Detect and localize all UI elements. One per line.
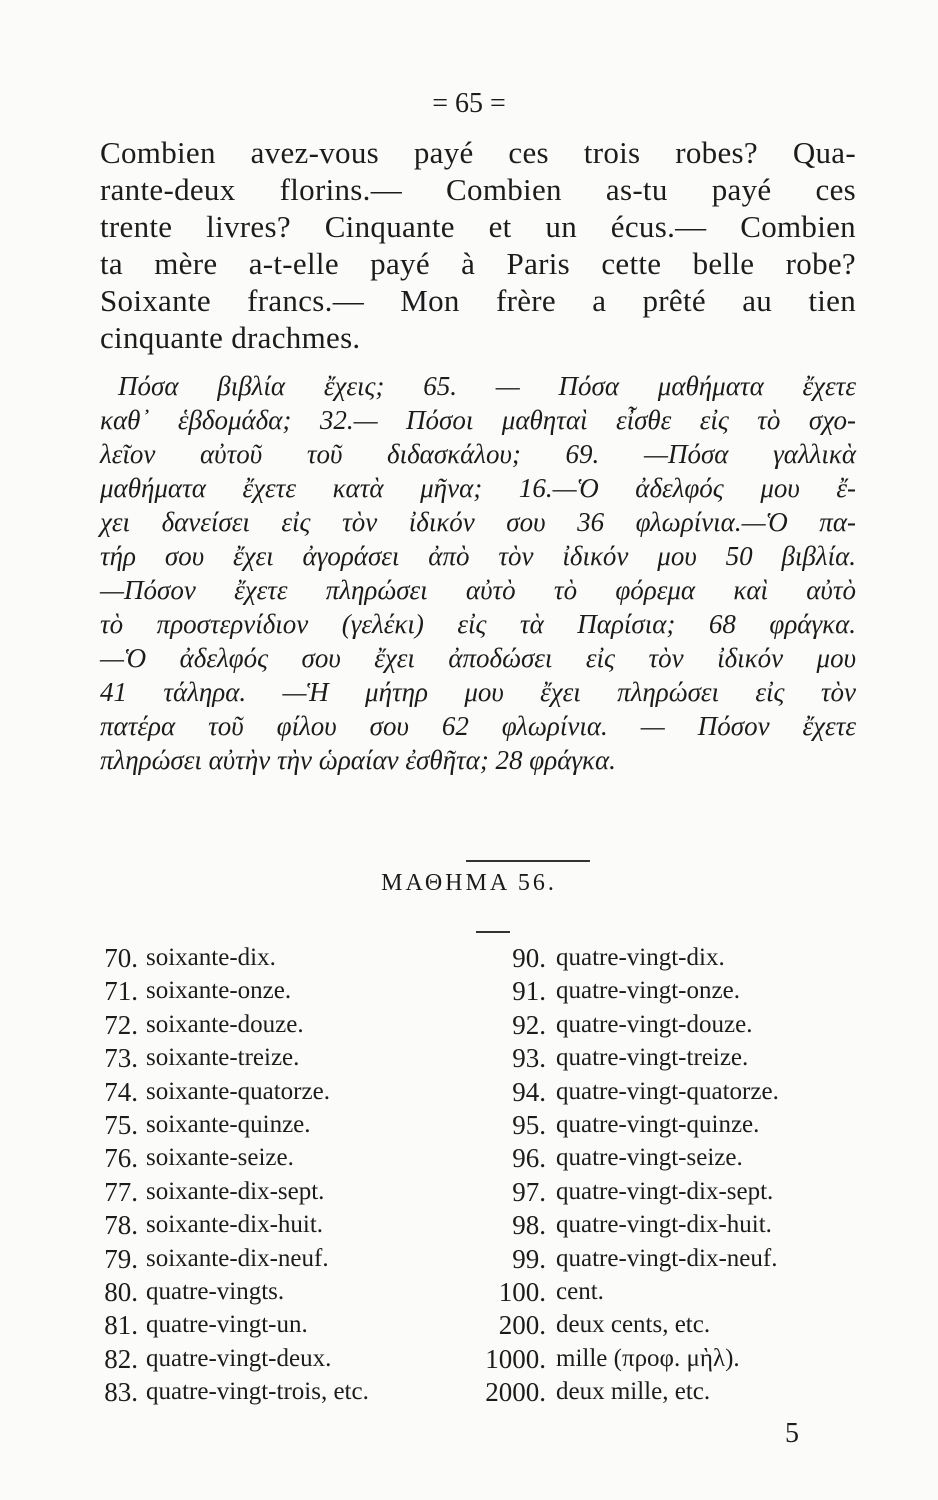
number-row [469, 1210, 938, 1242]
number-row [0, 1077, 469, 1109]
number-row [0, 1344, 469, 1376]
numeral: 200. [498, 1310, 546, 1341]
text-line: μαθήματα ἔχετε κατὰ μῆνα; 16.—Ὁ ἀδελφός μου ἔ- [100, 473, 856, 503]
number-word: quatre-vingt-dix-huit. [556, 1211, 772, 1239]
number-row [0, 1177, 469, 1209]
number-row [469, 1344, 938, 1376]
text-line: χει δανείσει εἰς τὸν ἰδικόν σου 36 φλωρίνια.—Ὁ πα- [100, 507, 856, 537]
text-line: 41 τάληρα. —Ἡ μήτηρ μου ἔχει πληρώσει εἰς τὸν [100, 677, 856, 707]
numeral: 74. [104, 1076, 138, 1107]
number-word: quatre-vingt-seize. [556, 1144, 743, 1172]
text-line: πληρώσει αὐτὴν τὴν ὡραίαν ἐσθῆτα; 28 φράγκα. [100, 745, 616, 775]
number-word: quatre-vingt-treize. [556, 1044, 749, 1072]
numeral: 97. [512, 1176, 546, 1207]
numeral: 83. [104, 1377, 138, 1408]
numeral: 71. [104, 976, 138, 1007]
number-word: quatre-vingt-dix. [556, 944, 725, 971]
number-row [0, 1244, 469, 1276]
number-word: quatre-vingt-douze. [556, 1010, 753, 1038]
number-row [0, 1043, 469, 1075]
number-row [469, 1310, 938, 1342]
number-word: quatre-vingt-trois, etc. [146, 1378, 369, 1406]
number-row [0, 1277, 469, 1309]
number-word: quatre-vingt-dix-neuf. [556, 1244, 778, 1272]
number-word: quatre-vingt-un. [146, 1311, 308, 1339]
numeral: 78. [104, 1210, 138, 1241]
number-row [0, 1110, 469, 1142]
number-row [469, 1277, 938, 1309]
text-line: Soixante francs.— Mon frère a prêté au tien [100, 283, 856, 318]
number-row [469, 1143, 938, 1175]
numeral: 70. [104, 943, 138, 973]
number-row [469, 1077, 938, 1109]
number-row [469, 1377, 938, 1409]
number-word: deux cents, etc. [556, 1311, 711, 1339]
number-row [469, 976, 938, 1008]
numeral: 79. [104, 1243, 138, 1274]
numeral: 91. [512, 976, 546, 1007]
numeral: 73. [104, 1043, 138, 1074]
number-word: quatre-vingts. [146, 1278, 285, 1305]
number-word: deux mille, etc. [556, 1378, 711, 1406]
text-line: τήρ σου ἔχει ἀγοράσει ἀπὸ τὸν ἰδικόν μου 50 βιβλία. [100, 541, 856, 571]
number-word: soixante-dix-sept. [146, 1177, 325, 1205]
number-row [0, 1010, 469, 1042]
numeral: 82. [104, 1343, 138, 1374]
number-row [469, 1043, 938, 1075]
number-word: soixante-onze. [146, 977, 292, 1005]
number-word: quatre-vingt-onze. [556, 977, 740, 1005]
numeral: 76. [104, 1143, 138, 1174]
numeral: 77. [104, 1176, 138, 1207]
numeral: 93. [512, 1043, 546, 1074]
number-word: soixante-treize. [146, 1044, 300, 1072]
text-line: —Ὁ ἀδελφός σου ἔχει ἀποδώσει εἰς τὸν ἰδικόν μου [100, 643, 856, 673]
number-word: quatre-vingt-quatorze. [556, 1077, 779, 1105]
numeral: 1000. [485, 1343, 546, 1374]
number-row [0, 1310, 469, 1342]
number-word: soixante-seize. [146, 1144, 294, 1172]
numeral: 80. [104, 1277, 138, 1307]
number-row [469, 943, 938, 975]
number-row [0, 976, 469, 1008]
number-row [469, 1177, 938, 1209]
numeral: 2000. [485, 1377, 546, 1408]
number-row [0, 943, 469, 975]
number-word: mille (προφ. μὴλ). [556, 1344, 740, 1372]
number-word: soixante-dix-neuf. [146, 1244, 329, 1272]
numeral: 94. [512, 1076, 546, 1107]
page-number: 5 [785, 1418, 799, 1449]
divider [466, 860, 590, 862]
number-word: soixante-dix. [146, 944, 276, 971]
number-row [0, 1210, 469, 1242]
text-line: καθ᾽ ἑβδομάδα; 32.— Πόσοι μαθηταὶ εἶσθε εἰς τὸ σχο- [100, 405, 856, 435]
text-line: Πόσα βιβλία ἔχεις; 65. — Πόσα μαθήματα ἔχετε [118, 371, 856, 401]
number-row [469, 1244, 938, 1276]
text-line: Combien avez-vous payé ces trois robes? Qua- [100, 135, 856, 170]
number-word: cent. [556, 1278, 604, 1305]
text-line: trente livres? Cinquante et un écus.— Combien [100, 209, 856, 244]
page-header-number: = 65 = [432, 88, 506, 119]
numeral: 95. [512, 1110, 546, 1140]
number-word: quatre-vingt-deux. [146, 1344, 332, 1372]
lesson-title: ΜΑΘΗΜΑ 56. [381, 870, 557, 896]
text-line: ta mère a-t-elle payé à Paris cette belle robe? [100, 246, 856, 281]
numeral: 81. [104, 1310, 138, 1341]
number-word: soixante-quatorze. [146, 1077, 330, 1105]
number-row [469, 1110, 938, 1142]
numeral: 96. [512, 1143, 546, 1174]
number-row [469, 1010, 938, 1042]
numeral: 92. [512, 1009, 546, 1040]
number-word: soixante-quinze. [146, 1111, 311, 1138]
numeral: 100. [498, 1277, 546, 1307]
numeral: 75. [104, 1110, 138, 1140]
number-word: quatre-vingt-quinze. [556, 1111, 760, 1138]
numeral: 98. [512, 1210, 546, 1241]
text-line: πατέρα τοῦ φίλου σου 62 φλωρίνια. — Πόσον ἔχετε [100, 711, 856, 741]
text-line: cinquante drachmes. [100, 320, 361, 355]
short-divider [476, 931, 510, 933]
numeral: 99. [512, 1243, 546, 1274]
numeral: 90. [512, 943, 546, 973]
number-word: soixante-dix-huit. [146, 1211, 324, 1239]
number-word: quatre-vingt-dix-sept. [556, 1177, 774, 1205]
text-line: τὸ προστερνίδιον (γελέκι) εἰς τὰ Παρίσια; 68 φράγκα. [100, 609, 856, 639]
number-row [0, 1377, 469, 1409]
number-word: soixante-douze. [146, 1010, 304, 1038]
number-row [0, 1143, 469, 1175]
text-line: —Πόσον ἔχετε πληρώσει αὐτὸ τὸ φόρεμα καὶ αὐτὸ [100, 575, 856, 605]
text-line: rante-deux florins.— Combien as-tu payé ces [100, 172, 856, 207]
text-line: λεῖον αὐτοῦ τοῦ διδασκάλου; 69. —Πόσα γαλλικὰ [100, 439, 856, 469]
numeral: 72. [104, 1009, 138, 1040]
